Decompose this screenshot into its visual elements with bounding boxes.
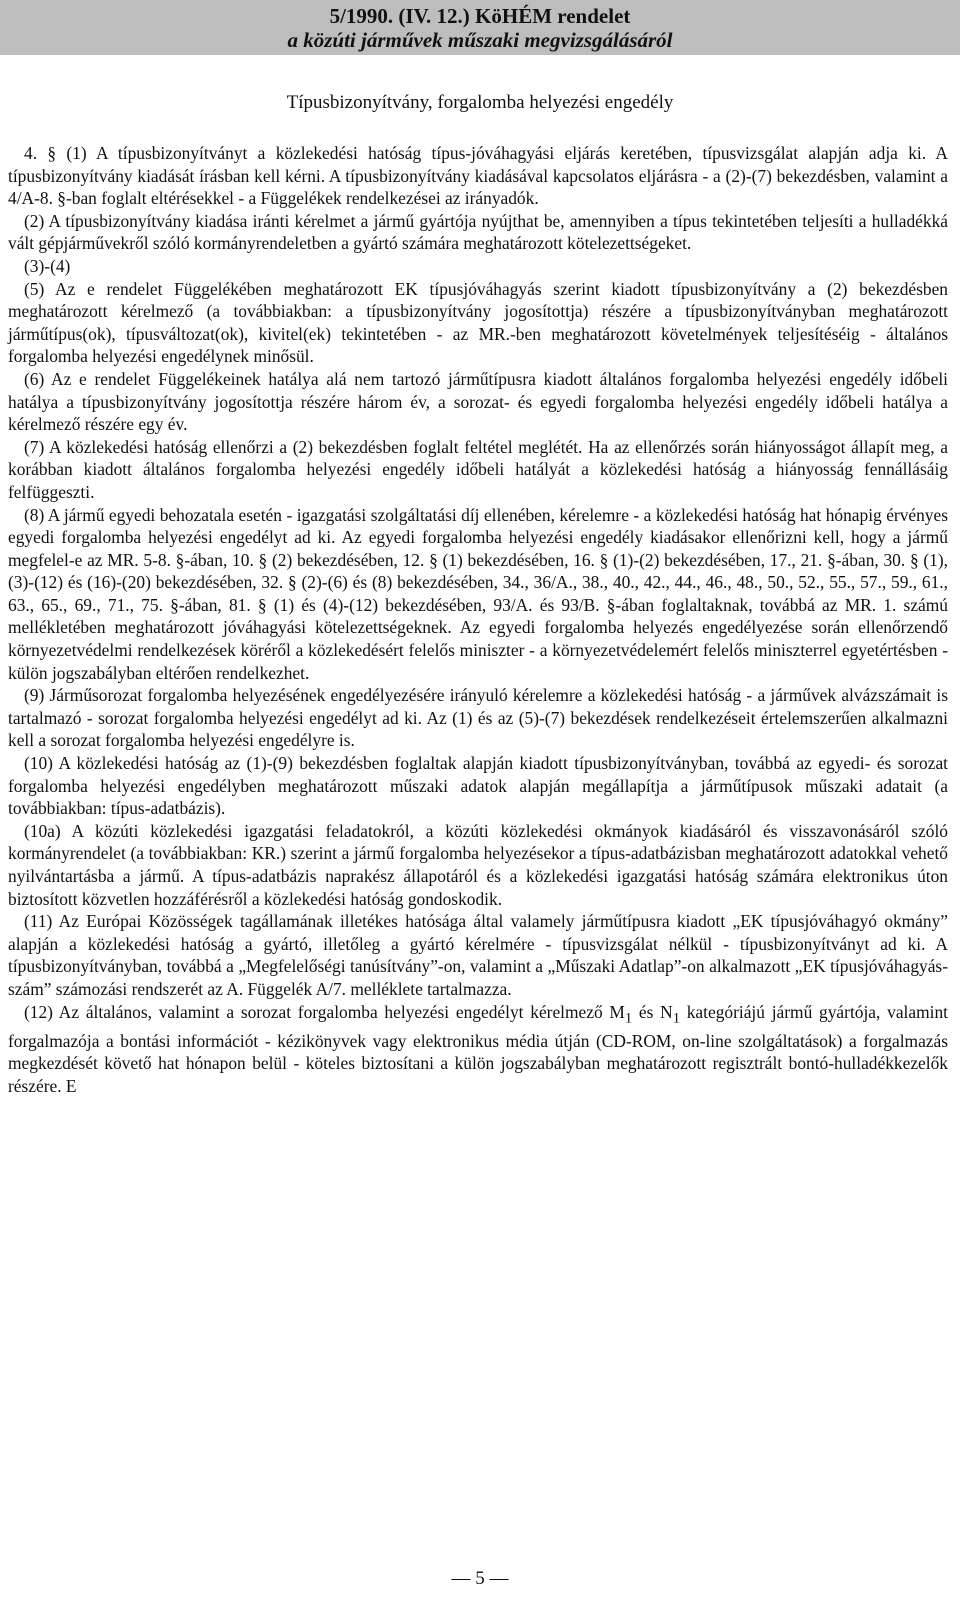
document-body xyxy=(8,142,948,1097)
paragraph-7: (7) A közlekedési hatóság ellenőrzi a (2) bekezdésben foglalt feltétel meglétét. Ha az ellenőrzés során hiányosságot állapít meg, a korábban kiadott általános forgalomba helyezési engedély időbeli hatályát a közlekedési hatóság a hiányosság fennállásáig felfüggeszti. xyxy=(8,436,948,502)
paragraph-10a: (10a) A közúti közlekedési igazgatási feladatokról, a közúti közlekedési okmányok kiadásáról és visszavonásáról szóló kormányrendelet (a továbbiakban: KR.) szerint a jármű forgalomba helyezésekor a típus-adatbázisban meghatározott adatokkal vehető nyilvántartásba a jármű. A típus-adatbázis naprakész állapotáról és a közlekedési igazgatási hatóság számára elektronikus úton biztosított közvetlen hozzáférésről a közlekedési hatóság gondoskodik. xyxy=(8,820,948,909)
paragraph-2: (2) A típusbizonyítvány kiadása iránti kérelmet a jármű gyártója nyújthat be, amennyiben a típus tekintetében teljesíti a hulladékká vált gépjárművekről szóló kormányrendeletben a gyártó számára meghatározott kötelezettségeket. xyxy=(8,210,948,254)
paragraph-8: (8) A jármű egyedi behozatala esetén - igazgatási szolgáltatási díj ellenében, kérelemre - a közlekedési hatóság hat hónapig érvényes egyedi forgalomba helyezési engedélyt ad ki. Az egyedi forgalomba helyezési engedély kiadásakor ellenőrizni kell, hogy a jármű megfelel-e az MR. 5-8. §-ában, 10. § (2) bekezdésében, 12. § (1) bekezdésében, 16. § (1)-(2) bekezdésében, 17., 21. §-ában, 30. § (1), (3)-(12) és (16)-(20) bekezdésében, 32. § (2)-(6) és (8) bekezdésében, 34., 36/A., 38., 40., 42., 44., 46., 48., 50., 52., 55., 57., 59., 61., 63., 65., 69., 71., 75. §-ában, 81. § (1) és (4)-(12) bekezdésében, 93/A. és 93/B. §-ában foglaltaknak, továbbá az MR. 1. számú mellékletében meghatározott jóváhagyási kötelezettségeknek. Az egyedi forgalomba helyezés engedélyezése során ellenőrzendő környezetvédelmi rendelkezések köréről a közlekedésért felelős miniszter - a környezetvédelemért felelős miniszterrel egyetértésben - külön jogszabályban eltérően rendelkezhet. xyxy=(8,504,948,683)
paragraph-12-part-2: és N xyxy=(632,1001,673,1022)
paragraph-10: (10) A közlekedési hatóság az (1)-(9) bekezdésben foglaltak alapján kiadott típusbizonyítványban, továbbá az egyedi- és sorozat forgalomba helyezési engedélyben meghatározott műszaki adatok alapján megállapítja a járműtípusok műszaki adatait (a továbbiakban: típus-adatbázis). xyxy=(8,753,948,819)
page-number: — 5 — xyxy=(451,1568,509,1589)
regulation-number: 5/1990. (IV. 12.) KöHÉM rendelet xyxy=(329,4,631,28)
paragraph-12-part-1: (12) Az általános, valamint a sorozat forgalomba helyezési engedélyt kérelmező M xyxy=(24,1001,625,1022)
paragraph-12-part-3: kategóriájú jármű gyártója, valamint forgalmazója a bontási információt - kézikönyvek vagy elektronikus média útján (CD-ROM, on-line szolgáltatások) a forgalmazás megkezdését követő hat hónapon belül - köteles biztosítani a külön jogszabályban meghatározott regisztrált bontó-hulladékkezelők részére. E xyxy=(8,1001,948,1096)
paragraph-1: 4. § (1) A típusbizonyítványt a közlekedési hatóság típus-jóváhagyási eljárás keretében, típusvizsgálat alapján adja ki. A típusbizonyítvány kiadását írásban kell kérni. A típusbizonyítvány kiadásával kapcsolatos eljárásra - a (2)-(7) bekezdésben, valamint a 4/A-8. §-ban foglalt eltérésekkel - a Függelékek rendelkezései az irányadók. xyxy=(8,143,948,209)
paragraph-3-4: (3)-(4) xyxy=(24,255,71,276)
regulation-subject: a közúti járművek műszaki megvizsgálásáról xyxy=(287,28,673,52)
document-header xyxy=(0,0,960,55)
paragraph-11: (11) Az Európai Közösségek tagállamának illetékes hatósága által valamely járműtípusra kiadott „EK típusjóváhagyó okmány” alapján a közlekedési hatóság a gyártó, illetőleg a gyártó kérelmére - típusvizsgálat nélkül - típusbizonyítványt ad ki. A típusbizonyítványban, továbbá a „Megfelelőségi tanúsítvány”-on, valamint a „Műszaki Adatlap”-on alkalmazott „EK típusjóváhagyás-szám” számozási rendszerét az A. Függelék A/7. melléklete tartalmazza. xyxy=(8,911,948,999)
subscript-m: 1 xyxy=(624,1010,633,1027)
paragraph-9: (9) Járműsorozat forgalomba helyezésének engedélyezésére irányuló kérelemre a közlekedési hatóság - a járművek alvázszámait is tartalmazó - sorozat forgalomba helyezési engedélyt ad ki. Az (1) és az (5)-(7) bekezdések rendelkezéseit értelemszerűen alkalmazni kell a sorozat forgalomba helyezési engedélyre is. xyxy=(8,685,948,751)
paragraph-5: (5) Az e rendelet Függelékében meghatározott EK típusjóváhagyás szerint kiadott típusbizonyítvány a (2) bekezdésben meghatározott kérelmező (a továbbiakban: a típusbizonyítvány jogosítottja) részére a típusbizonyítványban meghatározott járműtípus(ok), típusváltozat(ok), kivitel(ek) tekintetében - az MR.-ben meghatározott követelmények teljesítéséig - általános forgalomba helyezési engedélynek minősül. xyxy=(8,278,948,367)
section-title: Típusbizonyítvány, forgalomba helyezési engedély xyxy=(286,92,674,113)
subscript-n: 1 xyxy=(672,1010,680,1027)
paragraph-6: (6) Az e rendelet Függelékeinek hatálya alá nem tartozó járműtípusra kiadott általános forgalomba helyezési engedély időbeli hatálya a típusbizonyítvány jogosítottja részére három év, a sorozat- és egyedi forgalomba helyezési engedély időbeli hatálya a kérelmező részére egy év. xyxy=(8,368,948,435)
paragraph-12 xyxy=(8,1001,948,1098)
